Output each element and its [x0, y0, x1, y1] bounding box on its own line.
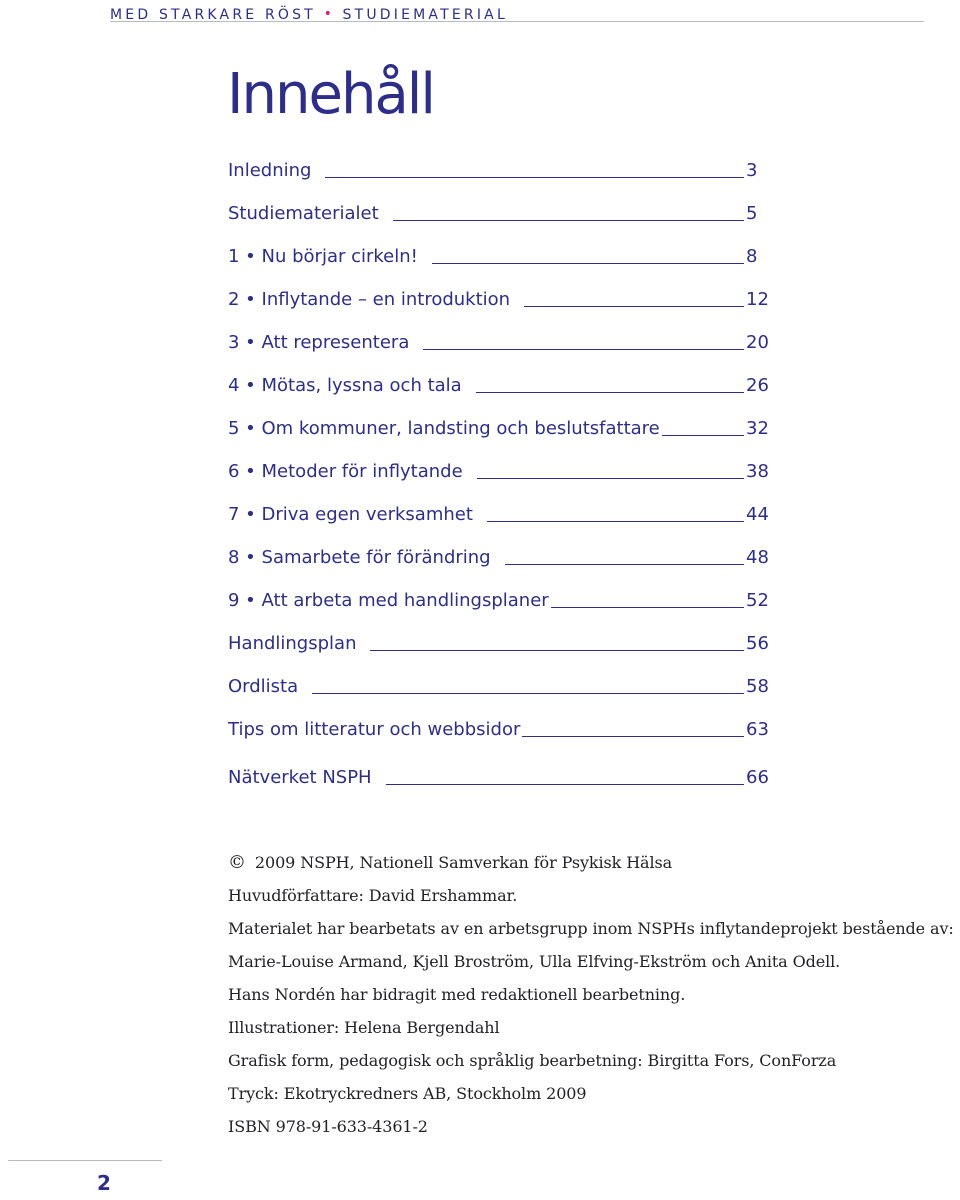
toc-entry-title: Ordlista	[228, 676, 299, 697]
toc-entry-title: 7 • Driva egen verksamhet	[228, 504, 473, 525]
toc-entry-title: 5 • Om kommuner, landsting och beslutsfattare	[228, 418, 660, 439]
editing-line: Hans Nordén har bidragit med redaktionell bearbetning.	[228, 985, 686, 1004]
toc-entry-page: 5	[746, 203, 758, 224]
illustrations-line: Illustrationer: Helena Bergendahl	[228, 1018, 500, 1037]
working-group-line-2: Marie-Louise Armand, Kjell Broström, Ulla Elfving-Ekström och Anita Odell.	[228, 952, 841, 971]
toc-leader-line	[423, 349, 744, 350]
imprint	[228, 846, 958, 1143]
toc-leader-line	[325, 177, 744, 178]
toc-entry[interactable]	[228, 745, 773, 793]
toc-entry-title: 1 • Nu börjar cirkeln!	[228, 246, 418, 267]
toc-entry-title: 8 • Samarbete för förändring	[228, 547, 491, 568]
toc-entry-page: 26	[746, 375, 769, 396]
toc-entry[interactable]	[228, 358, 773, 401]
toc-entry[interactable]	[228, 444, 773, 487]
copyright-icon: ©	[228, 852, 246, 873]
toc-entry-title: 4 • Mötas, lyssna och tala	[228, 375, 462, 396]
page-title: Innehåll	[227, 62, 434, 127]
toc-entry-page: 20	[746, 332, 769, 353]
toc-entry[interactable]	[228, 315, 773, 358]
toc-entry-page: 56	[746, 633, 769, 654]
toc-entry-title: Inledning	[228, 160, 312, 181]
toc-entry[interactable]	[228, 487, 773, 530]
running-header-right: STUDIEMATERIAL	[342, 7, 508, 23]
toc-leader-line	[386, 784, 744, 785]
toc-leader-line	[476, 392, 744, 393]
toc-entry-page: 63	[746, 719, 769, 740]
toc-leader-line	[370, 650, 744, 651]
toc-entry-page: 8	[746, 246, 758, 267]
header-rule	[110, 21, 924, 22]
toc-entry[interactable]	[228, 702, 773, 745]
toc-entry-page: 3	[746, 160, 758, 181]
running-header-left: MED STARKARE RÖST	[110, 7, 316, 23]
toc-entry-page: 48	[746, 547, 769, 568]
toc-entry[interactable]	[228, 143, 773, 186]
copyright-line	[228, 846, 958, 879]
toc-entry[interactable]	[228, 186, 773, 229]
footer-rule	[8, 1160, 162, 1161]
toc-leader-line	[522, 736, 744, 737]
toc-entry-title: Handlingsplan	[228, 633, 357, 654]
print-line: Tryck: Ekotryckredners AB, Stockholm 2009	[228, 1084, 587, 1103]
toc-entry-page: 52	[746, 590, 769, 611]
toc-entry-page: 32	[746, 418, 769, 439]
copyright-text: 2009 NSPH, Nationell Samverkan för Psykisk Hälsa	[254, 853, 673, 872]
toc-leader-line	[312, 693, 744, 694]
running-header-separator: •	[323, 6, 332, 22]
design-line: Grafisk form, pedagogisk och språklig bearbetning: Birgitta Fors, ConForza	[228, 1051, 837, 1070]
table-of-contents	[228, 143, 773, 793]
toc-entry[interactable]	[228, 530, 773, 573]
toc-leader-line	[393, 220, 744, 221]
toc-entry-page: 44	[746, 504, 769, 525]
toc-entry-page: 58	[746, 676, 769, 697]
toc-entry-page: 38	[746, 461, 769, 482]
toc-leader-line	[477, 478, 744, 479]
toc-entry[interactable]	[228, 573, 773, 616]
isbn-line: ISBN 978-91-633-4361-2	[228, 1117, 428, 1136]
running-header-text	[110, 4, 508, 26]
author-line: Huvudförfattare: David Ershammar.	[228, 886, 518, 905]
toc-entry-title: 9 • Att arbeta med handlingsplaner	[228, 590, 549, 611]
page-number: 2	[97, 1171, 111, 1195]
toc-entry-title: 2 • Inflytande – en introduktion	[228, 289, 511, 310]
toc-entry-title: Tips om litteratur och webbsidor	[228, 719, 521, 740]
toc-leader-line	[662, 435, 744, 436]
toc-entry-title: 6 • Metoder för inflytande	[228, 461, 463, 482]
toc-leader-line	[432, 263, 744, 264]
toc-entry[interactable]	[228, 229, 773, 272]
toc-entry-title: Nätverket NSPH	[228, 767, 372, 788]
working-group-line-1: Materialet har bearbetats av en arbetsgrupp inom NSPHs inflytandeprojekt bestående av:	[228, 919, 954, 938]
toc-leader-line	[505, 564, 744, 565]
toc-entry-title: Studiematerialet	[228, 203, 379, 224]
toc-entry[interactable]	[228, 659, 773, 702]
toc-leader-line	[551, 607, 744, 608]
toc-leader-line	[524, 306, 744, 307]
toc-entry[interactable]	[228, 616, 773, 659]
toc-leader-line	[487, 521, 744, 522]
toc-entry-page: 66	[746, 767, 769, 788]
toc-entry[interactable]	[228, 401, 773, 444]
toc-entry[interactable]	[228, 272, 773, 315]
toc-entry-page: 12	[746, 289, 769, 310]
toc-entry-title: 3 • Att representera	[228, 332, 410, 353]
